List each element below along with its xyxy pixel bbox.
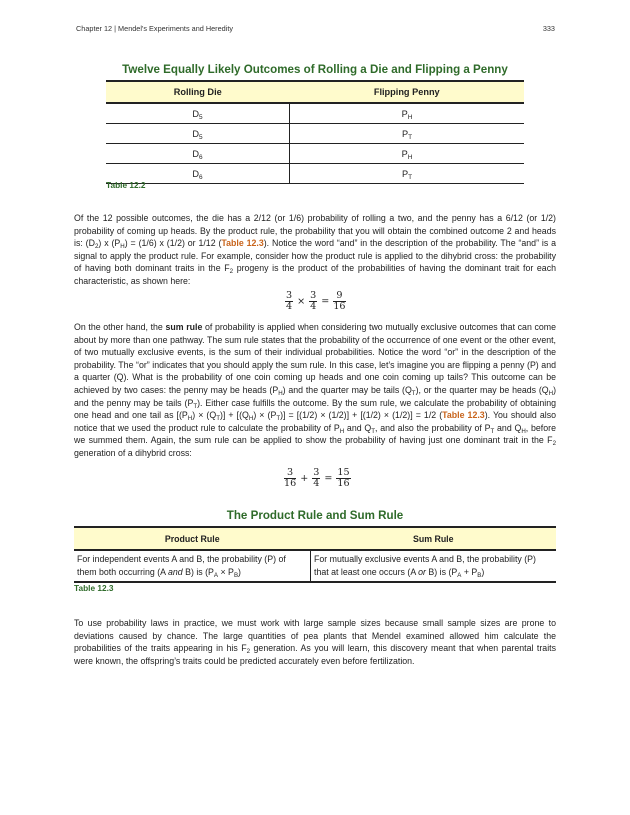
table-cell: $D_6$ (106, 144, 290, 164)
running-header: Chapter 12 | Mendel's Experiments and Heredity (76, 24, 234, 33)
product-rule-cell: For independent events A and B, the probability (P) of them both occurring (A and B) is $(P_A \times P_B)$ (74, 550, 311, 582)
table-row (106, 124, 524, 144)
product-equation: $\frac{3}{4}$ × $\frac{3}{4}$ = $\frac{9}{16}$ (286, 290, 346, 312)
sum-equation: $\frac{3}{16}$ + $\frac{3}{4}$ = $\frac{15}{16}$ (284, 467, 350, 489)
table-cell: $D_6$ (106, 164, 290, 184)
table-cell: $D_5$ (106, 103, 290, 124)
table-caption: Table 12.2 (106, 180, 146, 190)
table-reference-link[interactable]: Table 12.3 (442, 410, 485, 421)
table-row (74, 550, 556, 582)
table-caption: Table 12.3 (74, 583, 114, 593)
table-row (106, 164, 524, 184)
body-paragraph: On the other hand, the sum rule of probability is applied when considering two mutually exclusive outcomes that can come about by more than one pathway. The sum rule states that the probability of the occurrence of one event or the other event, of two mutually exclusive events, is the sum of their individual probabilities. Notice the word “or” in the description of the probability. The “or” indicates that you should apply the sum rule. In this case, let’s imagine you are flipping a penny (P) and a quarter (Q). What is the probability of one coin coming up heads and one coin coming up tails? This outcome can be achieved by two cases: the penny may be heads $(P_H)$ and the quarter may be tails $(Q_T)$, or the quarter may be heads $(Q_H)$ and the penny may be tails $(P_T)$. Either case fulfills the outcome. By the sum rule, we calculate the probability of obtaining one head and one tail as $[(P_H) \times (Q_T)] + [(Q_H) \times (P_T)] = [(1/2) \times (1/2)] + [(1/2) \times (1/2)] = 1/2$ (Table 12.3). You should also notice that we used the product rule to calculate the probability of $P_H$ and $Q_T$, and also the probability of $P_T$ and $Q_H$, before we summed them. Again, the sum rule can be applied to show the probability of having just one dominant trait in the $F_2$ generation of a dihybrid cross: (74, 322, 557, 458)
table-row (106, 103, 524, 124)
table-cell: $P_H$ (290, 144, 525, 164)
column-header: Rolling Die (106, 81, 290, 103)
page-number: 333 (542, 24, 555, 33)
outcomes-table (106, 80, 524, 184)
table-cell: $D_5$ (106, 124, 290, 144)
body-paragraph: To use probability laws in practice, we must work with large sample sizes because small sample sizes are prone to deviations caused by chance. The large quantities of pea plants that Mendel examined allowed him calculate the probabilities of the traits appearing in his $F_2$ generation. As you will learn, this discovery meant that when parental traits were known, the offspring’s traits could be predicted accurately even before fertilization. (74, 618, 556, 666)
column-header: Flipping Penny (290, 81, 525, 103)
table-cell: $P_T$ (290, 164, 525, 184)
table-title: The Product Rule and Sum Rule (226, 509, 404, 522)
rules-table (74, 526, 556, 583)
table-row (106, 144, 524, 164)
sum-rule-cell: For mutually exclusive events A and B, the probability (P) that at least one occurs (A or B) is $(P_A + P_B)$ (311, 550, 557, 582)
table-cell: $P_T$ (290, 124, 525, 144)
table-reference-link[interactable]: Table 12.3 (221, 238, 264, 249)
column-header: Product Rule (74, 527, 311, 550)
column-header: Sum Rule (311, 527, 557, 550)
table-cell: $P_H$ (290, 103, 525, 124)
body-paragraph: Of the 12 possible outcomes, the die has a 2/12 (or 1/6) probability of rolling a two, and the penny has a 6/12 (or 1/2) probability of coming up heads. By the product rule, the probability that you will obtain the combined outcome 2 and heads is: $(D_2)$ x $(P_H) = (1/6)$ x (1/2) or 1/12 (Table 12.3). Notice the word “and” in the description of the probability. The “and” is a signal to apply the product rule. For example, consider how the product rule is applied to the dihybrid cross: the probability of having both dominant traits in the $F_2$ progeny is the product of the probabilities of having the dominant trait for each characteristic, as shown here: (74, 213, 557, 286)
table-title: Twelve Equally Likely Outcomes of Rolling a Die and Flipping a Penny (122, 63, 508, 76)
